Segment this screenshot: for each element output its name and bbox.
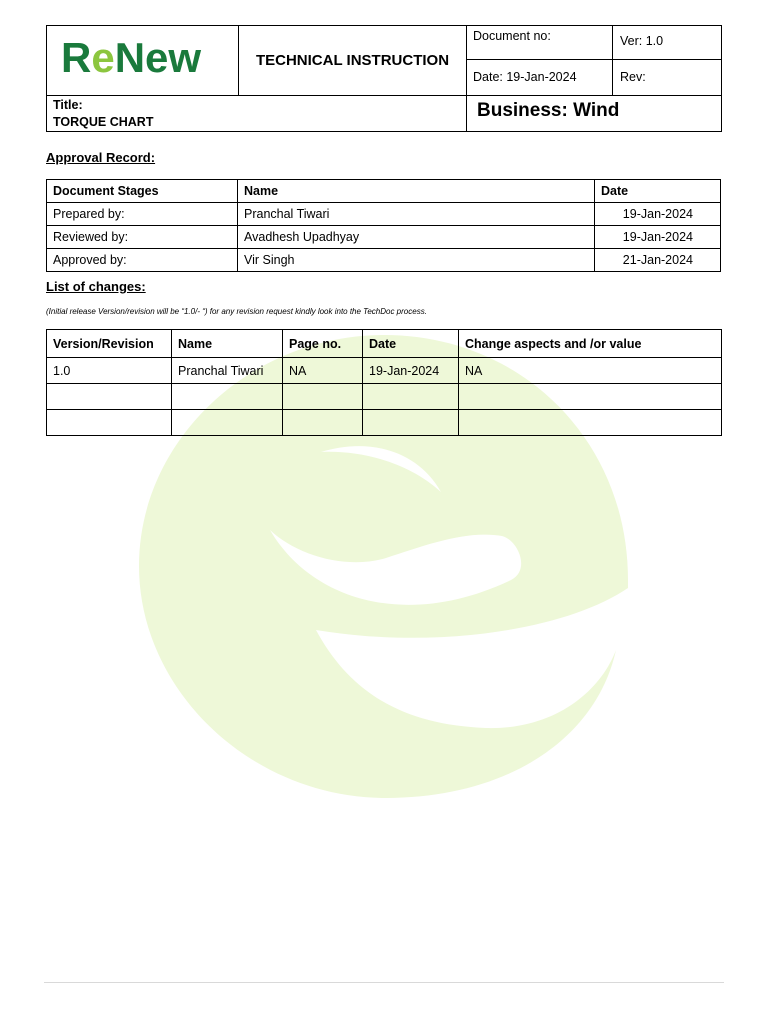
table-row — [47, 358, 722, 384]
title-label: Title: — [53, 98, 83, 112]
change — [459, 410, 722, 436]
date: 21-Jan-2024 — [595, 249, 721, 272]
col-change: Change aspects and /or value — [459, 330, 722, 358]
col-version: Version/Revision — [47, 330, 172, 358]
version: Ver: 1.0 — [613, 26, 721, 60]
document-date: Date: 19-Jan-2024 — [467, 60, 613, 96]
col-date: Date — [595, 180, 721, 203]
business: Business: Wind — [477, 100, 620, 121]
table-row — [47, 384, 722, 410]
version: 1.0 — [47, 358, 172, 384]
name: Vir Singh — [238, 249, 595, 272]
logo-text: ReNew — [61, 34, 202, 80]
change: NA — [459, 358, 722, 384]
version — [47, 410, 172, 436]
stage: Prepared by: — [47, 203, 238, 226]
col-name: Name — [238, 180, 595, 203]
name: Avadhesh Upadhyay — [238, 226, 595, 249]
changes-table — [46, 329, 722, 436]
table-row — [47, 226, 721, 249]
col-date: Date — [363, 330, 459, 358]
approval-header-row — [47, 180, 721, 203]
name — [172, 410, 283, 436]
stage: Reviewed by: — [47, 226, 238, 249]
date: 19-Jan-2024 — [363, 358, 459, 384]
date — [363, 410, 459, 436]
changes-note: (Initial release Version/revision will be “1.0/- “) for any revision request kindly look into the TechDoc process. — [46, 307, 427, 316]
change — [459, 384, 722, 410]
approval-heading: Approval Record: — [46, 150, 156, 165]
changes-header-row — [47, 330, 722, 358]
document-no-label: Document no: — [467, 26, 613, 60]
revision: Rev: — [613, 60, 721, 96]
footer-divider — [44, 982, 724, 983]
document-header — [46, 25, 722, 132]
approval-table — [46, 179, 721, 272]
date: 19-Jan-2024 — [595, 203, 721, 226]
name — [172, 384, 283, 410]
page: NA — [283, 358, 363, 384]
date — [363, 384, 459, 410]
title-cell — [47, 96, 467, 131]
renew-logo — [59, 32, 227, 80]
stage: Approved by: — [47, 249, 238, 272]
col-name: Name — [172, 330, 283, 358]
version — [47, 384, 172, 410]
date: 19-Jan-2024 — [595, 226, 721, 249]
doc-type: TECHNICAL INSTRUCTION — [239, 26, 467, 96]
table-row — [47, 249, 721, 272]
table-row — [47, 410, 722, 436]
changes-heading: List of changes: — [46, 279, 146, 294]
title-value: TORQUE CHART — [53, 115, 154, 129]
col-page: Page no. — [283, 330, 363, 358]
table-row — [47, 203, 721, 226]
col-stage: Document Stages — [47, 180, 238, 203]
logo-cell — [47, 26, 239, 96]
page — [283, 384, 363, 410]
name: Pranchal Tiwari — [172, 358, 283, 384]
page — [283, 410, 363, 436]
name: Pranchal Tiwari — [238, 203, 595, 226]
